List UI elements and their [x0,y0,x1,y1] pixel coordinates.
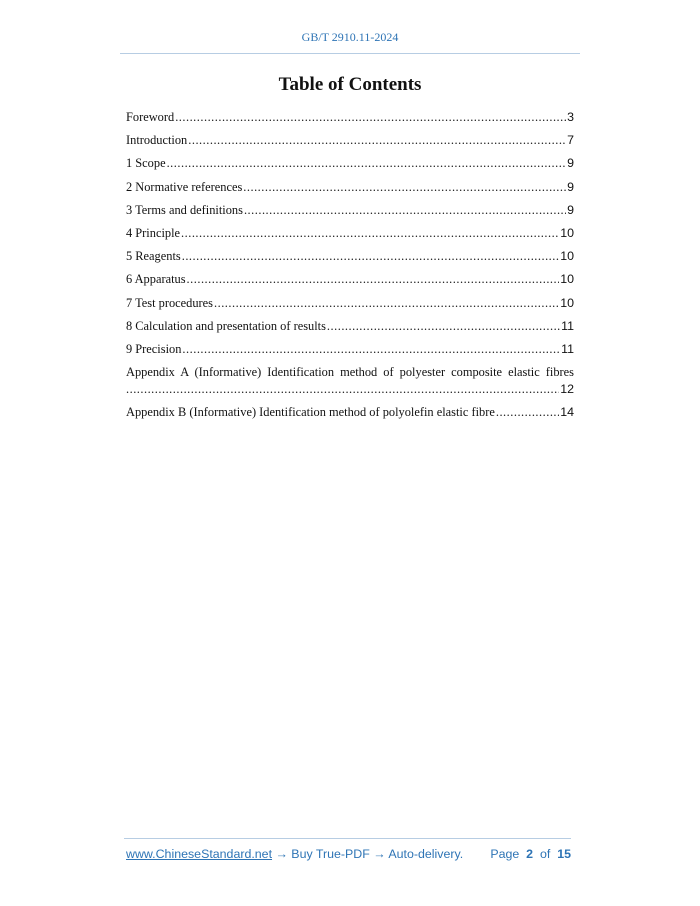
dot-leader [167,155,567,172]
toc-entry-reagents[interactable] [126,248,574,271]
toc-entry-page: 14 [560,405,574,420]
toc-entry-page: 3 [567,110,574,124]
toc-entry-page: 10 [560,249,574,264]
dot-leader [327,318,560,335]
toc-entry-calculation[interactable] [126,318,574,341]
toc-entry-scope[interactable] [126,155,574,178]
toc-entry-page: 11 [561,341,574,356]
toc-entry-label: Introduction [126,133,188,148]
toc-entry-test-procedures[interactable] [126,295,574,318]
table-of-contents [126,109,574,427]
page-footer [126,847,571,861]
toc-entry-label: 2 Normative references [126,179,243,194]
dot-leader [244,202,566,219]
toc-entry-page: 10 [560,295,574,310]
toc-entry-page: 9 [567,202,574,217]
toc-entry-appendix-b[interactable] [126,404,574,427]
running-header: GB/T 2910.11-2024 [301,30,399,44]
toc-entry-label: Appendix A (Informative) Identification method of polyester composite elastic fibres [126,365,574,380]
footer-divider [124,838,571,839]
dot-leader [188,132,566,149]
toc-entry-label: 4 Principle [126,225,181,240]
page-number [490,847,571,861]
dot-leader [182,248,559,265]
dot-leader [496,404,559,421]
page-total: 15 [557,847,571,861]
toc-entry-terms-definitions[interactable] [126,202,574,225]
toc-entry-page: 11 [561,318,574,333]
toc-entry-page: 12 [560,382,574,397]
toc-entry-label: 7 Test procedures [126,295,213,310]
dot-leader [187,271,560,288]
toc-entry-page: 7 [567,133,574,148]
toc-entry-label: 9 Precision [126,341,182,356]
footer-promo-text: → Buy True-PDF → Auto-delivery. [272,847,464,861]
toc-entry-label: 6 Apparatus [126,272,186,287]
page-current: 2 [526,847,534,861]
toc-entry-label: 5 Reagents [126,249,181,264]
toc-entry-label: Foreword [126,110,175,124]
dot-leader [243,179,566,196]
header-divider [120,53,580,54]
dot-leader [214,295,559,312]
of-word: of [539,847,551,861]
dot-leader [175,109,566,126]
toc-entry-page: 10 [560,225,574,240]
toc-entry-page: 9 [567,156,574,171]
toc-entry-foreword[interactable] [126,109,574,132]
toc-entry-introduction[interactable] [126,132,574,155]
toc-entry-precision[interactable] [126,341,574,364]
footer-promo [126,847,463,861]
toc-entry-label: 1 Scope [126,156,166,171]
toc-entry-label: 3 Terms and definitions [126,202,243,217]
dot-leader [126,381,559,398]
toc-entry-normative-references[interactable] [126,179,574,202]
dot-leader [182,341,560,358]
toc-entry-appendix-a[interactable] [126,364,574,404]
toc-entry-label: Appendix B (Informative) Identification method of polyolefin elastic fibre [126,405,495,420]
site-link[interactable]: www.ChineseStandard.net [126,847,273,861]
page-word: Page [490,847,520,861]
page-title: Table of Contents [278,74,422,95]
dot-leader [181,225,559,242]
toc-entry-page: 10 [560,272,574,287]
toc-entry-apparatus[interactable] [126,271,574,294]
toc-entry-label: 8 Calculation and presentation of results [126,318,326,333]
toc-entry-principle[interactable] [126,225,574,248]
toc-entry-page: 9 [567,179,574,194]
